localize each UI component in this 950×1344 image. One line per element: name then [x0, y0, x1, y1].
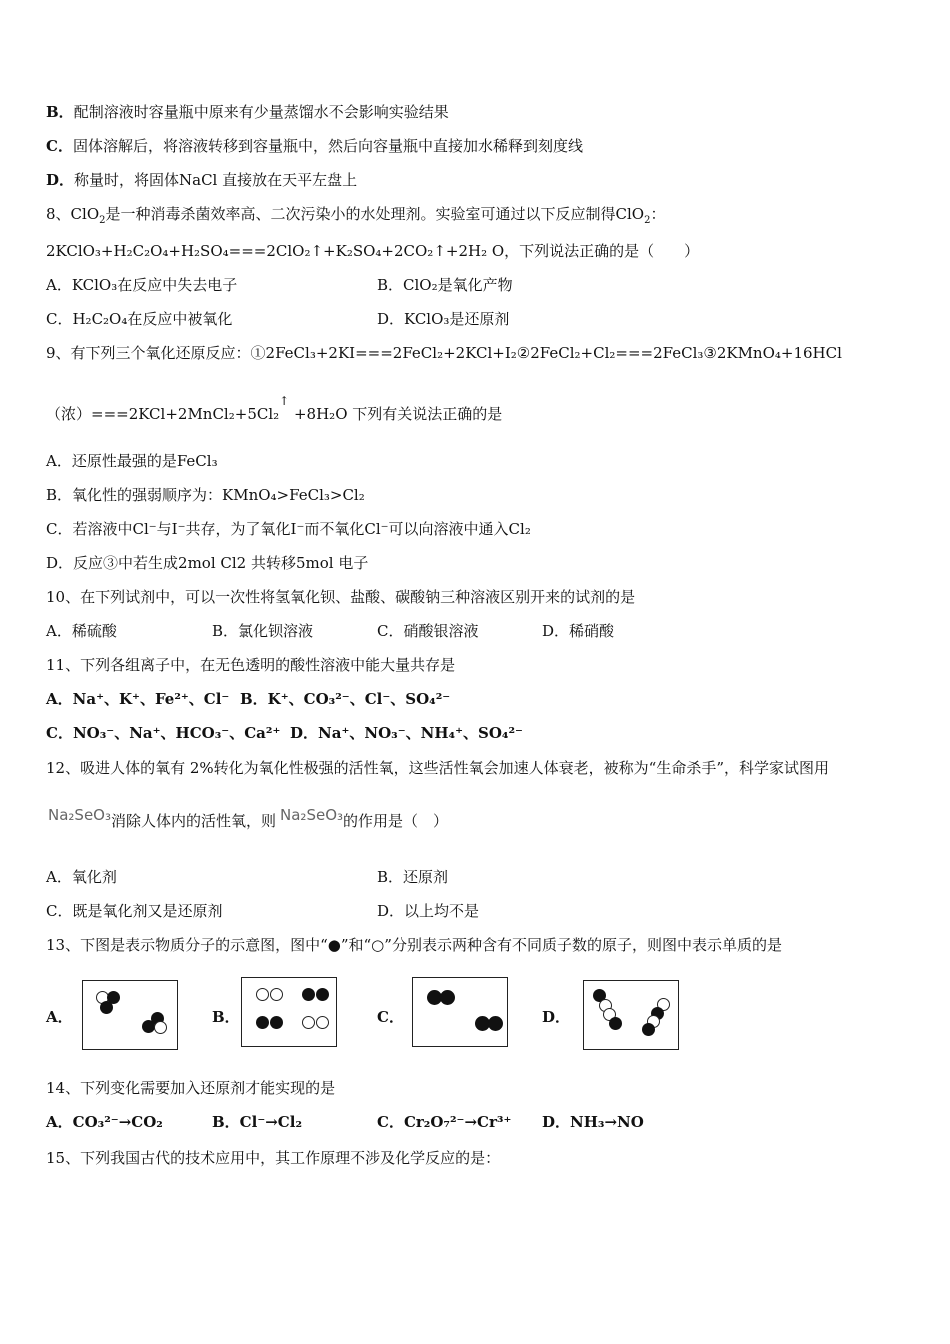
molecule-diagram-c	[412, 977, 508, 1047]
q9-option-b: B．氧化性的强弱顺序为：KMnO₄>FeCl₃>Cl₂	[46, 486, 365, 504]
black-atom-icon	[440, 990, 455, 1005]
q11-option-a: A．Na⁺、K⁺、Fe²⁺、Cl⁻	[46, 690, 230, 708]
black-atom-icon	[488, 1016, 503, 1031]
q8-option-b: B．ClO₂是氧化产物	[377, 276, 513, 294]
q9-stem-cont: （浓）===2KCl+2MnCl₂+5Cl₂↑ +8H₂O 下列有关说法正确的是	[46, 394, 503, 423]
black-atom-icon	[270, 1016, 283, 1029]
black-atom-icon	[302, 988, 315, 1001]
q11-option-d: D．Na⁺、NO₃⁻、NH₄⁺、SO₄²⁻	[290, 724, 523, 742]
q10-stem: 10、在下列试剂中，可以一次性将氢氧化钡、盐酸、碳酸钠三种溶液区别开来的试剂的是	[46, 588, 636, 606]
q12-stem: 12、吸进人体的氧有 2%转化为氧化性极强的活性氧，这些活性氧会加速人体衰老，被称为“生命杀手”，科学家试图用	[46, 759, 829, 777]
molecule-diagram-b	[241, 977, 337, 1047]
q10-option-d: D．稀硝酸	[542, 622, 615, 640]
white-atom-icon	[154, 1021, 167, 1034]
q8-option-c: C．H₂C₂O₄在反应中被氧化	[46, 310, 233, 328]
q14-option-a: A．CO₃²⁻→CO₂	[46, 1113, 163, 1131]
q9-option-d: D．反应③中若生成2mol Cl2 共转移5mol 电子	[46, 554, 369, 572]
q13-option-b-label: B．	[212, 1008, 240, 1026]
q10-option-b: B．氯化钡溶液	[212, 622, 314, 640]
q8-option-a: A．KClO₃在反应中失去电子	[46, 276, 238, 294]
q12-option-c: C．既是氧化剂又是还原剂	[46, 902, 223, 920]
black-atom-icon	[256, 1016, 269, 1029]
q8-option-d: D．KClO₃是还原剂	[377, 310, 510, 328]
white-atom-icon	[316, 1016, 329, 1029]
q10-option-c: C．硝酸银溶液	[377, 622, 479, 640]
q12-option-b: B．还原剂	[377, 868, 449, 886]
q7-option-c: C．固体溶解后，将溶液转移到容量瓶中，然后向容量瓶中直接加水稀释到刻度线	[46, 137, 583, 155]
black-atom-icon	[100, 1001, 113, 1014]
q14-option-d: D．NH₃→NO	[542, 1113, 644, 1131]
q11-option-b: B．K⁺、CO₃²⁻、Cl⁻、SO₄²⁻	[240, 690, 451, 708]
q7-option-b: B．配制溶液时容量瓶中原来有少量蒸馏水不会影响实验结果	[46, 103, 449, 121]
white-atom-icon	[256, 988, 269, 1001]
black-atom-icon	[316, 988, 329, 1001]
na2seo3-formula-image: Na₂SeO₃	[280, 806, 344, 824]
q8-stem: 8、ClO$_2$是一种消毒杀菌效率高、二次污染小的水处理剂。实验室可通过以下反应制得ClO$_2$：	[46, 205, 666, 226]
molecule-diagram-d	[583, 980, 679, 1050]
q7-option-d: D．称量时，将固体NaCl 直接放在天平左盘上	[46, 171, 358, 189]
q14-option-b: B．Cl⁻→Cl₂	[212, 1113, 303, 1131]
q10-option-a: A．稀硫酸	[46, 622, 117, 640]
q12-option-d: D．以上均不是	[377, 902, 480, 920]
q8-equation: 2KClO₃+H₂C₂O₄+H₂SO₄===2ClO₂↑+K₂SO₄+2CO₂↑+2H₂ O，下列说法正确的是（ ）	[46, 242, 700, 260]
white-atom-icon	[270, 988, 283, 1001]
q9-option-a: A．还原性最强的是FeCl₃	[46, 452, 218, 470]
white-atom-icon	[302, 1016, 315, 1029]
q13-option-d-label: D．	[542, 1008, 571, 1026]
q9-option-c: C．若溶液中Cl⁻与I⁻共存，为了氧化I⁻而不氧化Cl⁻可以向溶液中通入Cl₂	[46, 520, 531, 538]
black-atom-icon	[642, 1023, 655, 1036]
up-arrow-icon: ↑	[279, 394, 290, 408]
q15-stem: 15、下列我国古代的技术应用中，其工作原理不涉及化学反应的是：	[46, 1149, 501, 1167]
q14-option-c: C．Cr₂O₇²⁻→Cr³⁺	[377, 1113, 512, 1131]
q13-stem: 13、下图是表示物质分子的示意图，图中“●”和“○”分别表示两种含有不同质子数的原子，则图中表示单质的是	[46, 936, 782, 954]
q9-stem: 9、有下列三个氧化还原反应：①2FeCl₃+2KI===2FeCl₂+2KCl+I₂②2FeCl₂+Cl₂===2FeCl₃③2KMnO₄+16HCl	[46, 344, 842, 362]
q13-option-c-label: C．	[377, 1008, 404, 1026]
q11-option-c: C．NO₃⁻、Na⁺、HCO₃⁻、Ca²⁺	[46, 724, 281, 742]
na2seo3-formula-image: Na₂SeO₃	[48, 806, 111, 824]
q11-stem: 11、下列各组离子中，在无色透明的酸性溶液中能大量共存是	[46, 656, 456, 674]
q14-stem: 14、下列变化需要加入还原剂才能实现的是	[46, 1079, 336, 1097]
q13-option-a-label: A．	[46, 1008, 73, 1026]
q12-option-a: A．氧化剂	[46, 868, 117, 886]
molecule-diagram-a	[82, 980, 178, 1050]
black-atom-icon	[609, 1017, 622, 1030]
q12-stem-cont: Na₂SeO₃消除人体内的活性氧，则 Na₂SeO₃的作用是（ ）	[48, 806, 449, 830]
